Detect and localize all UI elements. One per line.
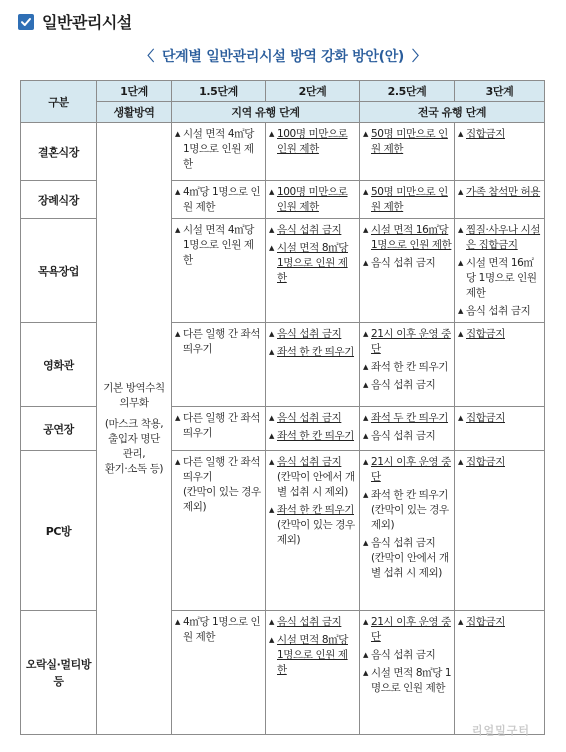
header-group: 생활방역	[97, 102, 172, 123]
measure-text-block	[466, 411, 542, 426]
measure-item	[269, 503, 357, 548]
triangle-bullet-icon: ▲	[269, 636, 274, 644]
measure-text: 시설 면적 8㎡당 1명으로 인원 제한	[277, 242, 348, 284]
row-category: 목욕장업	[21, 219, 97, 323]
triangle-bullet-icon: ▲	[363, 130, 368, 138]
header-category: 구분	[21, 81, 97, 123]
triangle-bullet-icon: ▲	[363, 259, 368, 267]
measure-text-block	[277, 615, 357, 630]
measure-cell	[360, 219, 455, 323]
measure-item	[363, 411, 452, 426]
triangle-bullet-icon: ▲	[458, 226, 463, 234]
measure-text-block	[371, 185, 452, 215]
measure-item	[363, 648, 452, 663]
row-category: 장례식장	[21, 181, 97, 219]
header-stage: 2.5단계	[360, 81, 455, 102]
measure-text: 집합금지	[466, 616, 505, 628]
measure-cell	[266, 219, 360, 323]
triangle-bullet-icon: ▲	[269, 618, 274, 626]
triangle-bullet-icon: ▲	[363, 188, 368, 196]
triangle-bullet-icon: ▲	[363, 414, 368, 422]
measure-text-block	[277, 327, 357, 342]
measure-item	[458, 327, 542, 342]
measure-cell	[266, 181, 360, 219]
caption-right-mark: 〉	[412, 49, 426, 65]
measure-item	[269, 127, 357, 157]
triangle-bullet-icon: ▲	[458, 330, 463, 338]
measure-text: 다른 일행 간 좌석 띄우기	[183, 328, 261, 355]
measure-text: 찜질·사우나 시설은 집합금지	[466, 224, 541, 251]
measure-text-block	[277, 345, 357, 360]
triangle-bullet-icon: ▲	[363, 618, 368, 626]
measure-item	[458, 127, 542, 142]
measure-item	[363, 455, 452, 485]
measure-item	[363, 360, 452, 375]
measure-text-block	[371, 378, 452, 393]
measure-text: 음식 섭취 금지	[371, 430, 436, 442]
header-stage: 3단계	[455, 81, 545, 102]
basic-measure-line: 관리,	[122, 447, 146, 460]
measure-item	[269, 411, 357, 426]
measure-text-block	[277, 633, 357, 678]
measure-item	[269, 633, 357, 678]
row-category: 오락실·멀티방 등	[21, 611, 97, 735]
measure-text: 좌석 두 칸 띄우기	[371, 412, 449, 424]
measure-text: 100명 미만으로 인원 제한	[277, 186, 348, 213]
measure-text-block	[277, 241, 357, 286]
measure-cell	[360, 323, 455, 407]
measure-item	[363, 536, 452, 581]
triangle-bullet-icon: ▲	[363, 381, 368, 389]
measure-cell	[455, 611, 545, 735]
measure-item	[458, 185, 542, 200]
measure-text-block	[466, 256, 542, 301]
triangle-bullet-icon: ▲	[269, 244, 274, 252]
measure-text: 집합금지	[466, 412, 505, 424]
measure-cell	[172, 123, 266, 181]
measure-text: 좌석 한 칸 띄우기	[277, 504, 355, 516]
measure-text: 21시 이후 운영 중단	[371, 616, 451, 643]
measure-item	[269, 327, 357, 342]
caption-left-mark: 〈	[140, 49, 154, 65]
header-stage: 1.5단계	[172, 81, 266, 102]
measure-text-block	[371, 536, 452, 581]
measure-text: 4㎡당 1명으로 인원 제한	[183, 616, 261, 643]
measure-text: 좌석 한 칸 띄우기	[371, 489, 449, 501]
triangle-bullet-icon: ▲	[363, 491, 368, 499]
measure-text: 시설 면적 16㎡당 1명으로 인원 제한	[466, 257, 537, 299]
measure-cell	[172, 323, 266, 407]
measure-item	[458, 411, 542, 426]
header-stage: 1단계	[97, 81, 172, 102]
measure-text-block	[277, 429, 357, 444]
measure-text-block	[371, 127, 452, 157]
measure-note: (칸막이 있는 경우 제외)	[277, 519, 355, 546]
triangle-bullet-icon: ▲	[175, 330, 180, 338]
triangle-bullet-icon: ▲	[175, 188, 180, 196]
triangle-bullet-icon: ▲	[363, 363, 368, 371]
measure-cell	[172, 181, 266, 219]
measure-item	[363, 223, 452, 253]
basic-measure-line: 의무화	[119, 396, 149, 409]
measure-item	[175, 127, 263, 172]
measure-item	[458, 615, 542, 630]
measure-text: 집합금지	[466, 128, 505, 140]
measure-item	[363, 127, 452, 157]
measure-text: 시설 면적 8㎡당 1명으로 인원 제한	[277, 634, 348, 676]
measure-cell	[172, 407, 266, 451]
measure-item	[458, 223, 542, 253]
measure-text: 좌석 한 칸 띄우기	[371, 361, 449, 373]
measure-text: 가족 참석만 허용	[466, 186, 541, 198]
measure-text: 시설 면적 4㎡당 1명으로 인원 제한	[183, 224, 254, 266]
triangle-bullet-icon: ▲	[269, 226, 274, 234]
measure-cell	[455, 181, 545, 219]
triangle-bullet-icon: ▲	[363, 651, 368, 659]
measure-item	[458, 256, 542, 301]
measure-text-block	[466, 455, 542, 470]
measure-item	[175, 185, 263, 215]
measure-item	[269, 345, 357, 360]
measure-item	[363, 429, 452, 444]
measure-text-block	[371, 429, 452, 444]
measure-item	[175, 327, 263, 357]
measure-text: 집합금지	[466, 328, 505, 340]
measure-item	[269, 615, 357, 630]
measure-text-block	[183, 223, 263, 268]
basic-measure-line: 환기·소독 등)	[104, 462, 164, 475]
measure-item	[363, 378, 452, 393]
measure-text-block	[466, 223, 542, 253]
header-group: 지역 유행 단계	[172, 102, 360, 123]
measure-text-block	[277, 503, 357, 548]
watermark: 리얼밀구터	[471, 724, 530, 737]
triangle-bullet-icon: ▲	[458, 307, 463, 315]
measure-item	[458, 455, 542, 470]
measure-text-block	[466, 127, 542, 142]
table-row	[21, 123, 545, 181]
measure-note: (칸막이 안에서 개별 섭취 시 제외)	[277, 471, 355, 498]
measure-item	[363, 666, 452, 696]
triangle-bullet-icon: ▲	[269, 458, 274, 466]
triangle-bullet-icon: ▲	[458, 414, 463, 422]
measure-text: 음식 섭취 금지	[277, 224, 342, 236]
measure-text: 다른 일행 간 좌석 띄우기	[183, 412, 261, 439]
measure-text-block	[183, 185, 263, 215]
measure-text: 21시 이후 운영 중단	[371, 456, 451, 483]
triangle-bullet-icon: ▲	[269, 414, 274, 422]
row-category: 공연장	[21, 407, 97, 451]
measure-item	[458, 304, 542, 319]
triangle-bullet-icon: ▲	[363, 458, 368, 466]
measure-text: 집합금지	[466, 456, 505, 468]
measure-text: 음식 섭취 금지	[371, 537, 436, 549]
measure-cell	[455, 323, 545, 407]
measure-text-block	[277, 411, 357, 426]
row-category: 영화관	[21, 323, 97, 407]
measure-item	[363, 185, 452, 215]
triangle-bullet-icon: ▲	[363, 226, 368, 234]
triangle-bullet-icon: ▲	[175, 414, 180, 422]
measure-text: 21시 이후 운영 중단	[371, 328, 451, 355]
measure-item	[363, 256, 452, 271]
triangle-bullet-icon: ▲	[458, 188, 463, 196]
measure-item	[175, 455, 263, 515]
row-category: PC방	[21, 451, 97, 611]
triangle-bullet-icon: ▲	[175, 458, 180, 466]
measure-text: 4㎡당 1명으로 인원 제한	[183, 186, 261, 213]
triangle-bullet-icon: ▲	[458, 130, 463, 138]
basic-measures-cell	[97, 123, 172, 735]
measure-cell	[266, 123, 360, 181]
measure-note: (칸막이 안에서 개별 섭취 시 제외)	[371, 552, 449, 579]
measure-item	[269, 241, 357, 286]
measure-cell	[172, 219, 266, 323]
measure-cell	[172, 451, 266, 611]
measure-text-block	[466, 327, 542, 342]
header-stage: 2단계	[266, 81, 360, 102]
triangle-bullet-icon: ▲	[269, 506, 274, 514]
measure-text-block	[183, 615, 263, 645]
measure-text: 음식 섭취 금지	[371, 379, 436, 391]
measure-cell	[266, 323, 360, 407]
measure-cell	[172, 611, 266, 735]
measure-text: 음식 섭취 금지	[466, 305, 531, 317]
measure-cell	[455, 219, 545, 323]
measure-text: 시설 면적 16㎡당 1명으로 인원 제한	[371, 224, 452, 251]
measure-text: 음식 섭취 금지	[371, 649, 436, 661]
measure-cell	[455, 123, 545, 181]
measure-item	[363, 327, 452, 357]
measure-text: 음식 섭취 금지	[277, 456, 342, 468]
measure-text-block	[277, 127, 357, 157]
triangle-bullet-icon: ▲	[363, 669, 368, 677]
table-caption	[0, 46, 566, 66]
measure-text: 음식 섭취 금지	[277, 616, 342, 628]
triangle-bullet-icon: ▲	[175, 226, 180, 234]
measure-item	[363, 488, 452, 533]
measure-text-block	[371, 327, 452, 357]
measure-cell	[360, 611, 455, 735]
measure-text-block	[183, 411, 263, 441]
basic-measure-line: 기본 방역수칙	[103, 381, 165, 394]
measure-cell	[360, 407, 455, 451]
measure-text: 음식 섭취 금지	[277, 412, 342, 424]
measure-cell	[266, 451, 360, 611]
measure-text: 좌석 한 칸 띄우기	[277, 430, 355, 442]
measure-item	[363, 615, 452, 645]
measure-cell	[266, 407, 360, 451]
measure-text-block	[371, 666, 452, 696]
measure-text: 다른 일행 간 좌석 띄우기	[183, 456, 261, 483]
measure-cell	[266, 611, 360, 735]
measure-text: 좌석 한 칸 띄우기	[277, 346, 355, 358]
basic-measure-line: (마스크 착용,	[104, 417, 164, 430]
triangle-bullet-icon: ▲	[269, 130, 274, 138]
row-category: 결혼식장	[21, 123, 97, 181]
measure-text-block	[371, 223, 452, 253]
measure-text: 50명 미만으로 인원 제한	[371, 186, 448, 213]
measure-text: 시설 면적 4㎡당 1명으로 인원 제한	[183, 128, 254, 170]
measure-note: (칸막이 있는 경우 제외)	[371, 504, 449, 531]
measure-item	[175, 411, 263, 441]
triangle-bullet-icon: ▲	[175, 618, 180, 626]
measure-text-block	[466, 185, 542, 200]
measure-text: 50명 미만으로 인원 제한	[371, 128, 448, 155]
triangle-bullet-icon: ▲	[363, 330, 368, 338]
section-header	[18, 10, 132, 33]
measure-item	[175, 223, 263, 268]
measure-item	[269, 185, 357, 215]
measure-text: 100명 미만으로 인원 제한	[277, 128, 348, 155]
triangle-bullet-icon: ▲	[458, 618, 463, 626]
measure-text-block	[371, 411, 452, 426]
measure-text-block	[183, 127, 263, 172]
measures-table	[20, 80, 545, 735]
measure-text-block	[371, 648, 452, 663]
measure-text-block	[371, 488, 452, 533]
measure-text: 시설 면적 8㎡당 1명으로 인원 제한	[371, 667, 452, 694]
measure-text: 음식 섭취 금지	[371, 257, 436, 269]
measure-text-block	[371, 256, 452, 271]
measure-cell	[455, 407, 545, 451]
measure-text-block	[371, 455, 452, 485]
measure-text-block	[371, 615, 452, 645]
measure-cell	[455, 451, 545, 611]
triangle-bullet-icon: ▲	[269, 432, 274, 440]
triangle-bullet-icon: ▲	[175, 130, 180, 138]
measure-item	[175, 615, 263, 645]
measure-text-block	[277, 185, 357, 215]
triangle-bullet-icon: ▲	[363, 539, 368, 547]
checkbox-icon	[18, 14, 34, 30]
measure-item	[269, 429, 357, 444]
triangle-bullet-icon: ▲	[269, 330, 274, 338]
measure-item	[269, 223, 357, 238]
section-title: 일반관리시설	[42, 13, 132, 32]
basic-measure-line: 출입자 명단	[108, 432, 160, 445]
measure-cell	[360, 181, 455, 219]
measure-note: (칸막이 있는 경우 제외)	[183, 486, 261, 513]
measure-cell	[360, 123, 455, 181]
measure-text-block	[466, 615, 542, 630]
triangle-bullet-icon: ▲	[269, 348, 274, 356]
triangle-bullet-icon: ▲	[269, 188, 274, 196]
measure-text: 음식 섭취 금지	[277, 328, 342, 340]
triangle-bullet-icon: ▲	[458, 458, 463, 466]
measure-item	[269, 455, 357, 500]
measure-text-block	[277, 455, 357, 500]
measure-cell	[360, 451, 455, 611]
caption-text: 단계별 일반관리시설 방역 강화 방안(안)	[161, 49, 405, 65]
measure-text-block	[371, 360, 452, 375]
measure-text-block	[183, 455, 263, 515]
header-group: 전국 유행 단계	[360, 102, 545, 123]
measure-text-block	[466, 304, 542, 319]
triangle-bullet-icon: ▲	[458, 259, 463, 267]
measure-text-block	[277, 223, 357, 238]
triangle-bullet-icon: ▲	[363, 432, 368, 440]
measure-text-block	[183, 327, 263, 357]
